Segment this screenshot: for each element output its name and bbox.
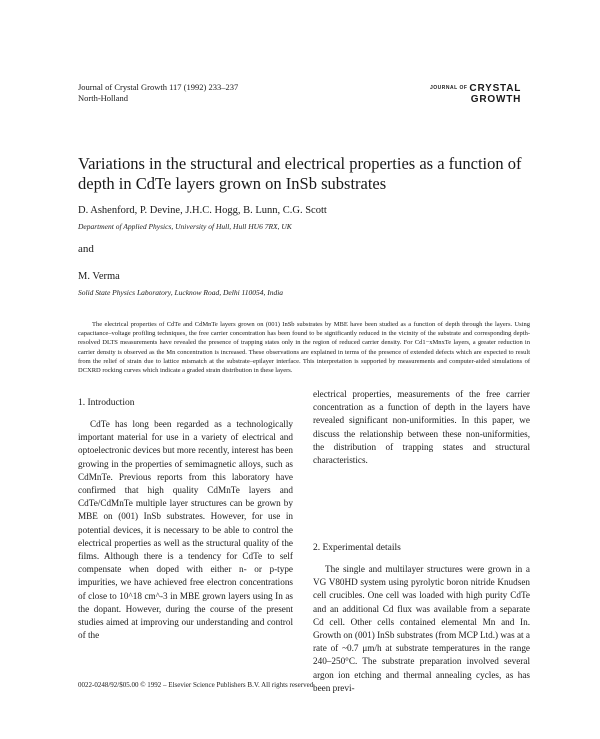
- experimental-text: The single and multilayer structures were grown in a VG V80HD system using pyrolytic boron nitride Knudsen cell crucibles. One cell was loaded with high purity CdTe and an additional Cd flux was available from a separate Cd cell. Other cells contained elemental Mn and In. Growth on (001) InSb substrates (from MCP Ltd.) was at a rate of ~0.7 μm/h at substrate temperatures in the range 240–250°C. The substrate preparation involved several argon ion etching and thermal annealing cycles, as has been previ-: [313, 564, 530, 693]
- introduction-text: CdTe has long been regarded as a technologically important material for use in a variety of electrical and optoelectronic devices but more recently, interest has been growing in the properties of semimagnetic alloys, such as CdMnTe. Previous reports from this laboratory have confirmed that high quality CdMnTe layers and CdTe/CdMnTe multiple layer structures can be grown by MBE on (001) InSb substrates. However, for use in potential devices, it is necessary to be able to control the electrical properties as well as the structural quality of the films. Although there is a tendency for CdTe to self compensate when doped with either n- or p-type impurities, we have achieved free electron concentrations of close to 10^18 cm^-3 in MBE grown layers using In as the dopant. However, during the course of the present studies aimed at improving our understanding and control of the: [78, 419, 293, 641]
- journal-logo-line1: CRYSTAL: [469, 83, 522, 95]
- journal-logo-small-text: JOURNAL OF: [430, 85, 468, 91]
- section-heading-experimental: 2. Experimental details: [313, 543, 401, 553]
- affiliation: Department of Applied Physics, University of Hull, Hull HU6 7RX, UK: [78, 222, 292, 231]
- journal-publisher: North-Holland: [78, 93, 129, 103]
- column2-text: electrical properties, measurements of the free carrier concentration as a function of depth in the layers have revealed significant non-uniformities. In this paper, we discuss the relationship between these non-uniformities, the distribution of trapping states and structural characteristics.: [313, 389, 530, 466]
- journal-citation: [78, 82, 238, 104]
- abstract: The electrical properties of CdTe and CdMnTe layers grown on (001) InSb substrates by MBE have been studied as a function of depth through the layers. Using capacitance–voltage profiling techniques, the free carrier concentration has been found to be significantly reduced in the vicinity of the substrate and corresponding depth-resolved DLTS measurements have revealed the presence of trapping states only in the region of reduced carrier density. For Cd1−xMnxTe layers, a greater reduction in carrier density is observed as the Mn concentration is increased. These observations are explained in terms of the presence of extended defects which are expected to result from the relief of strain due to lattice mismatch at the substrate–epilayer interface. This interpretation is supported by measurements and computer-aided simulations of DCXRD rocking curves which indicate a graded strain distribution in these layers.: [78, 321, 530, 375]
- section-heading-introduction: 1. Introduction: [78, 398, 135, 408]
- journal-logo: [430, 83, 521, 105]
- author-list: D. Ashenford, P. Devine, J.H.C. Hogg, B. Lunn, C.G. Scott: [78, 205, 327, 216]
- author-second: M. Verma: [78, 271, 120, 282]
- paper-title: Variations in the structural and electrical properties as a function of depth in CdTe layers grown on InSb substrates: [78, 154, 522, 193]
- journal-citation-line1: Journal of Crystal Growth 117 (1992) 233–237: [78, 82, 239, 92]
- copyright-footer: 0022-0248/92/$05.00 © 1992 – Elsevier Science Publishers B.V. All rights reserved: [78, 681, 314, 689]
- author-conjunction: and: [78, 243, 94, 255]
- affiliation-second: Solid State Physics Laboratory, Lucknow Road, Delhi 110054, India: [78, 288, 284, 297]
- journal-logo-line2: GROWTH: [470, 94, 522, 106]
